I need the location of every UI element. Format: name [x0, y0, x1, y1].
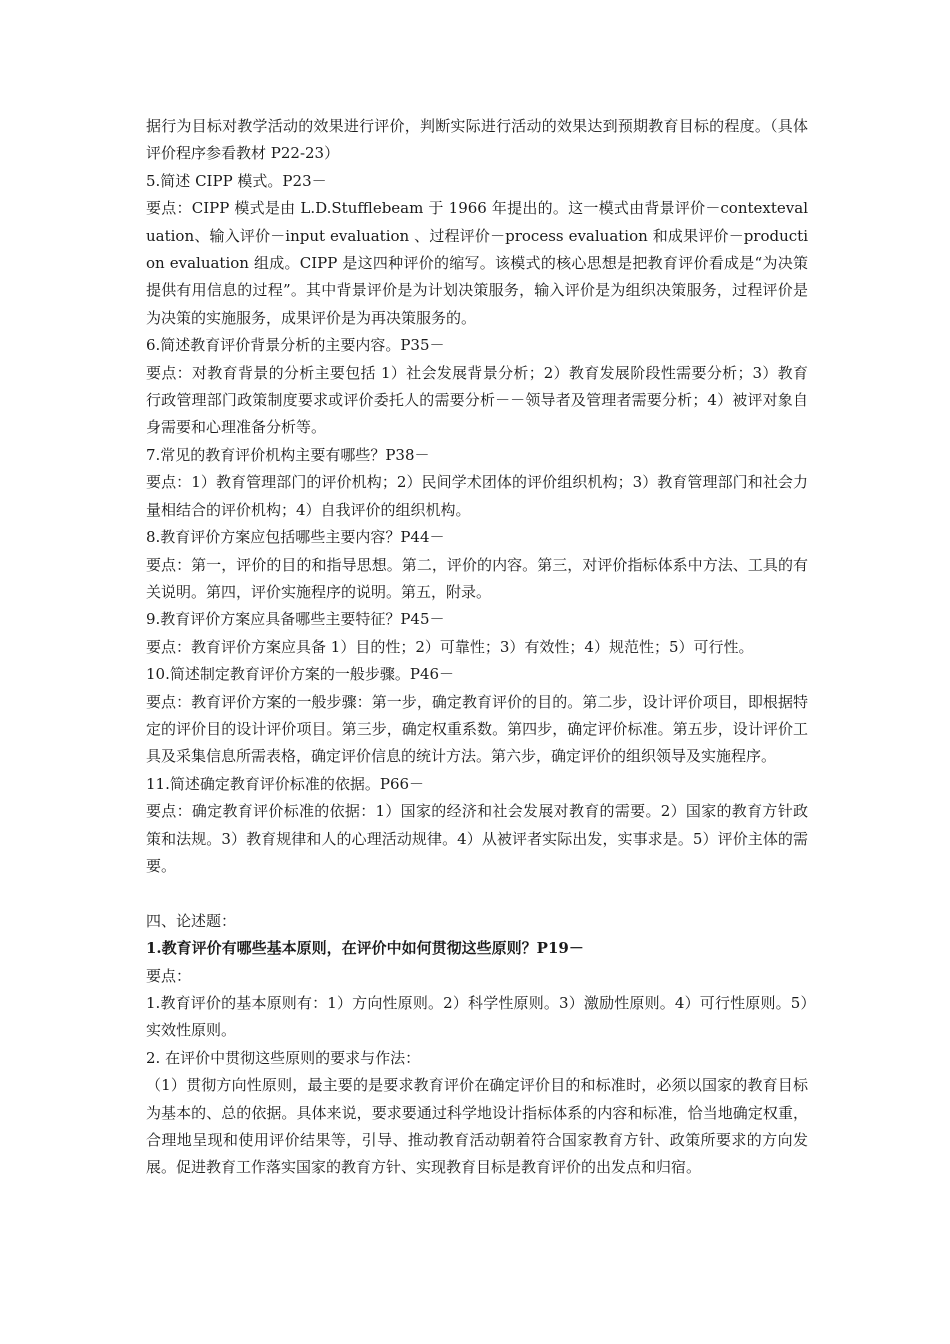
question-9-answer: 要点：教育评价方案应具备 1）目的性；2）可靠性；3）有效性；4）规范性；5）可行性。 — [146, 637, 754, 656]
question-7-answer: 要点：1）教育管理部门的评价机构；2）民间学术团体的评价组织机构；3）教育管理部门和社会力量相结合的评价机构；4）自我评价的组织机构。 — [146, 473, 808, 519]
essay-point-1: 1.教育评价的基本原则有：1）方向性原则。2）科学性原则。3）激励性原则。4）可行性原则。5）实效性原则。 — [146, 993, 808, 1040]
question-8-heading: 8.教育评价方案应包括哪些主要内容？P44－ — [146, 528, 445, 547]
question-11-answer: 要点：确定教育评价标准的依据：1）国家的经济和社会发展对教育的需要。2）国家的教育方针政策和法规。3）教育规律和人的心理活动规律。4）从被评者实际出发，实事求是。5）评价主体的需要。 — [146, 802, 808, 875]
question-9-heading: 9.教育评价方案应具备哪些主要特征？P45－ — [146, 610, 445, 629]
paragraph-intro-continuation: 据行为目标对教学活动的效果进行评价，判断实际进行活动的效果达到预期教育目标的程度。（具体评价程序参看教材 P22-23） — [146, 117, 808, 163]
question-7-heading: 7.常见的教育评价机构主要有哪些？P38－ — [146, 445, 430, 464]
essay-point-2-heading: 2. 在评价中贯彻这些原则的要求与作法： — [146, 1048, 421, 1067]
essay-point-2-item-1: （1）贯彻方向性原则，最主要的是要求教育评价在确定评价目的和标准时，必须以国家的教育目标为基本的、总的依据。具体来说，要求要通过科学地设计指标体系的内容和标准，恰当地确定权重，合理地呈现和使用评价结果等，引导、推动教育活动朝着符合国家教育方针、政策所要求的方向发展。促进教育工作落实国家的教育方针、实现教育目标是教育评价的出发点和归宿。 — [146, 1076, 808, 1177]
essay-key-points-label: 要点： — [146, 966, 192, 985]
question-10-answer: 要点：教育评价方案的一般步骤：第一步，确定教育评价的目的。第二步，设计评价项目，即根据特定的评价目的设计评价项目。第三步，确定权重系数。第四步，确定评价标准。第五步，设计评价工具及采集信息所需表格，确定评价信息的统计方法。第六步，确定评价的组织领导及实施程序。 — [146, 692, 808, 766]
document-body — [146, 113, 808, 1182]
blank-line — [146, 880, 808, 907]
question-11-heading: 11.简述确定教育评价标准的依据。P66－ — [146, 774, 425, 793]
question-6-answer: 要点：对教育背景的分析主要包括 1）社会发展背景分析；2）教育发展阶段性需要分析；3）教育行政管理部门政策制度要求或评价委托人的需要分析－－领导者及管理者需要分析；4）被评对象自身需要和心理准备分析等。 — [146, 363, 808, 437]
question-5-answer: 要点：CIPP 模式是由 L.D.Stufflebeam 于 1966 年提出的。这一模式由背景评价－contextevaluation、输入评价－input evaluation 、过程评价－process evaluation 和成果评价－production evaluation 组成。CIPP 是这四种评价的缩写。该模式的核心思想是把教育评价看成是“为决策提供有用信息的过程”。其中背景评价是为计划决策服务，输入评价是为组织决策服务，过程评价是为决策的实施服务，成果评价是为再决策服务的。 — [146, 199, 808, 327]
question-8-answer: 要点：第一，评价的目的和指导思想。第二，评价的内容。第三，对评价指标体系中方法、工具的有关说明。第四，评价实施程序的说明。第五，附录。 — [146, 555, 808, 601]
essay-question-1-heading: 1.教育评价有哪些基本原则，在评价中如何贯彻这些原则？P19－ — [146, 939, 584, 958]
question-5-heading: 5.简述 CIPP 模式。P23－ — [146, 171, 327, 190]
question-10-heading: 10.简述制定教育评价方案的一般步骤。P46－ — [146, 665, 455, 684]
question-6-heading: 6.简述教育评价背景分析的主要内容。P35－ — [146, 336, 445, 355]
section-4-heading: 四、论述题： — [146, 911, 237, 930]
